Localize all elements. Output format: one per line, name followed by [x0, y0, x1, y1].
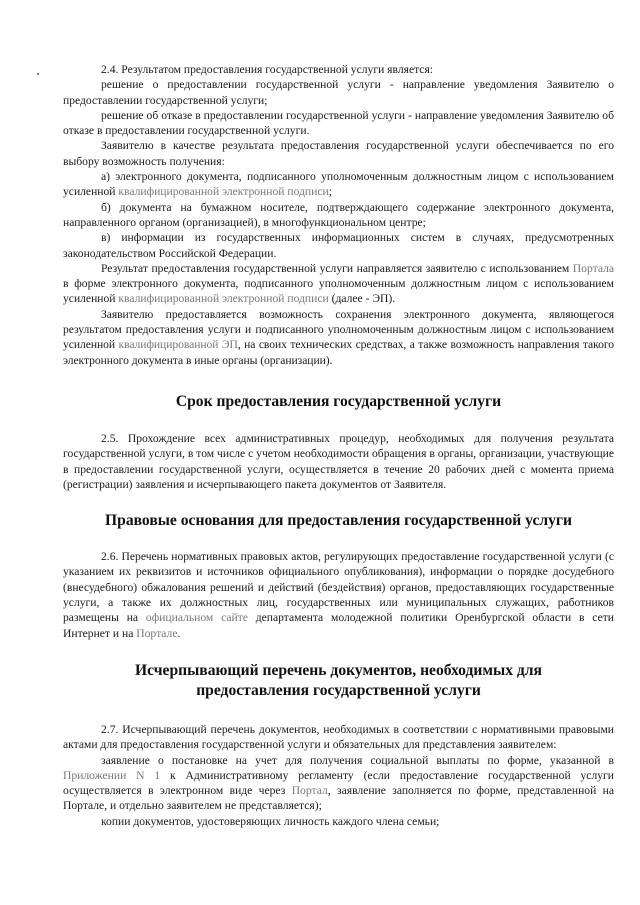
- portal-link-2[interactable]: Портале: [136, 626, 178, 640]
- qualified-signature-link-2[interactable]: квалифицированной электронной подписи: [118, 292, 329, 306]
- appendix-1-link[interactable]: Приложении N 1: [63, 768, 161, 782]
- portal-link[interactable]: Портала: [572, 261, 614, 275]
- section-2-6-paragraph: [63, 549, 614, 641]
- official-site-link[interactable]: официальном сайте: [145, 611, 248, 625]
- save-document-text: Заявителю предоставляется возможность сохранения электронного документа, являющегося результатом предоставления услуги и подписанного уполномоченным должностным лицом с использованием усиленной: [63, 307, 614, 352]
- heading-service-term: Срок предоставления государственной услуги: [175, 392, 502, 410]
- option-b-paragraph: б) документа на бумажном носителе, подтверждающего содержание электронного документа, направленного органом (организацией), в многофункциональном центре;: [63, 200, 614, 229]
- heading-required-documents: [63, 661, 614, 701]
- result-options-paragraph: Заявителю в качестве результата предоставления государственной услуги обеспечивается по его выбору возможность получения:: [63, 139, 614, 168]
- section-2-6-middle: департамента молодежной политики Оренбургской области в сети Интернет и на: [63, 611, 614, 640]
- qualified-ep-link[interactable]: квалифицированной ЭП: [118, 338, 238, 352]
- scan-speck: [37, 73, 39, 75]
- option-a-paragraph: [63, 169, 614, 200]
- result-sent-middle: в форме электронного документа, подписанного уполномоченным должностным лицом с использованием усиленной: [63, 277, 614, 306]
- heading-required-documents-line-1: Исчерпывающий перечень документов, необходимых для: [135, 661, 542, 679]
- section-2-4-title: 2.4. Результатом предоставления государственной услуги является:: [101, 63, 434, 76]
- save-document-end: , на своих технических средствах, а также возможность направления такого электронного документа в иные органы (организации).: [63, 338, 615, 367]
- section-2-6-end: .: [177, 626, 181, 640]
- qualified-signature-link[interactable]: квалифицированной электронной подписи: [118, 185, 329, 199]
- application-item-end: , заявление заполняется по форме, представленной на Портале, и отдельно заявителем не представляется);: [63, 784, 614, 813]
- option-a-text: а) электронного документа, подписанного уполномоченным должностным лицом с использованием усиленной: [63, 170, 614, 199]
- result-positive-paragraph: решение о предоставлении государственной услуги - направление уведомления Заявителю о предоставлении государственной услуги;: [63, 78, 614, 107]
- heading-required-documents-line-2: предоставления государственной услуги: [196, 681, 481, 699]
- section-2-7-paragraph: 2.7. Исчерпывающий перечень документов, необходимых в соответствии с нормативными правовыми актами для предоставления государственной услуги и обязательных для представления заявителем:: [63, 722, 614, 752]
- application-item-paragraph: [63, 753, 614, 814]
- result-sent-text: Результат предоставления государственной услуги направляется заявителю с использованием: [101, 261, 573, 275]
- section-2-6-text: 2.6. Перечень нормативных правовых актов, регулирующих предоставление государственной услуги (с указанием их реквизитов и источников официального опубликования), информации о порядке досудебного (внесудебного) обжалования решений и действий (бездействия) органов, предоставляющих государственные услуги, а также их должностных лиц, государственных или муниципальных служащих, работников размещены на: [63, 550, 614, 625]
- result-negative-paragraph: решение об отказе в предоставлении государственной услуги - направление уведомления Заявителю об отказе в предоставлении государственной услуги.: [63, 108, 614, 138]
- portal-link-3[interactable]: Портал: [291, 784, 328, 798]
- option-v-paragraph: в) информации из государственных информационных систем в случаях, предусмотренных законодательством Российской Федерации.: [63, 231, 614, 260]
- option-a-end: ;: [328, 185, 332, 199]
- save-document-paragraph: [63, 307, 614, 368]
- application-item-middle: к Административному регламенту (если предоставление государственной услуги осуществляется в электронном виде через: [63, 768, 614, 798]
- result-sent-end: (далее - ЭП).: [328, 292, 396, 306]
- application-item-text: заявление о постановке на учет для получения социальной выплаты по форме, указанной в: [101, 753, 614, 767]
- heading-legal-grounds: Правовые основания для предоставления государственной услуги: [105, 512, 572, 530]
- identity-documents-paragraph: копии документов, удостоверяющих личность каждого члена семьи;: [101, 814, 440, 828]
- section-2-5-paragraph: 2.5. Прохождение всех административных процедур, необходимых для получения результата государственной услуги, в том числе с учетом необходимости обращения в органы, организации, участвующие в предоставлении государственной услуги, осуществляется в течение 20 рабочих дней с момента приема (регистрации) заявления и исчерпывающего пакета документов от Заявителя.: [63, 431, 614, 491]
- result-sent-paragraph: [63, 261, 614, 307]
